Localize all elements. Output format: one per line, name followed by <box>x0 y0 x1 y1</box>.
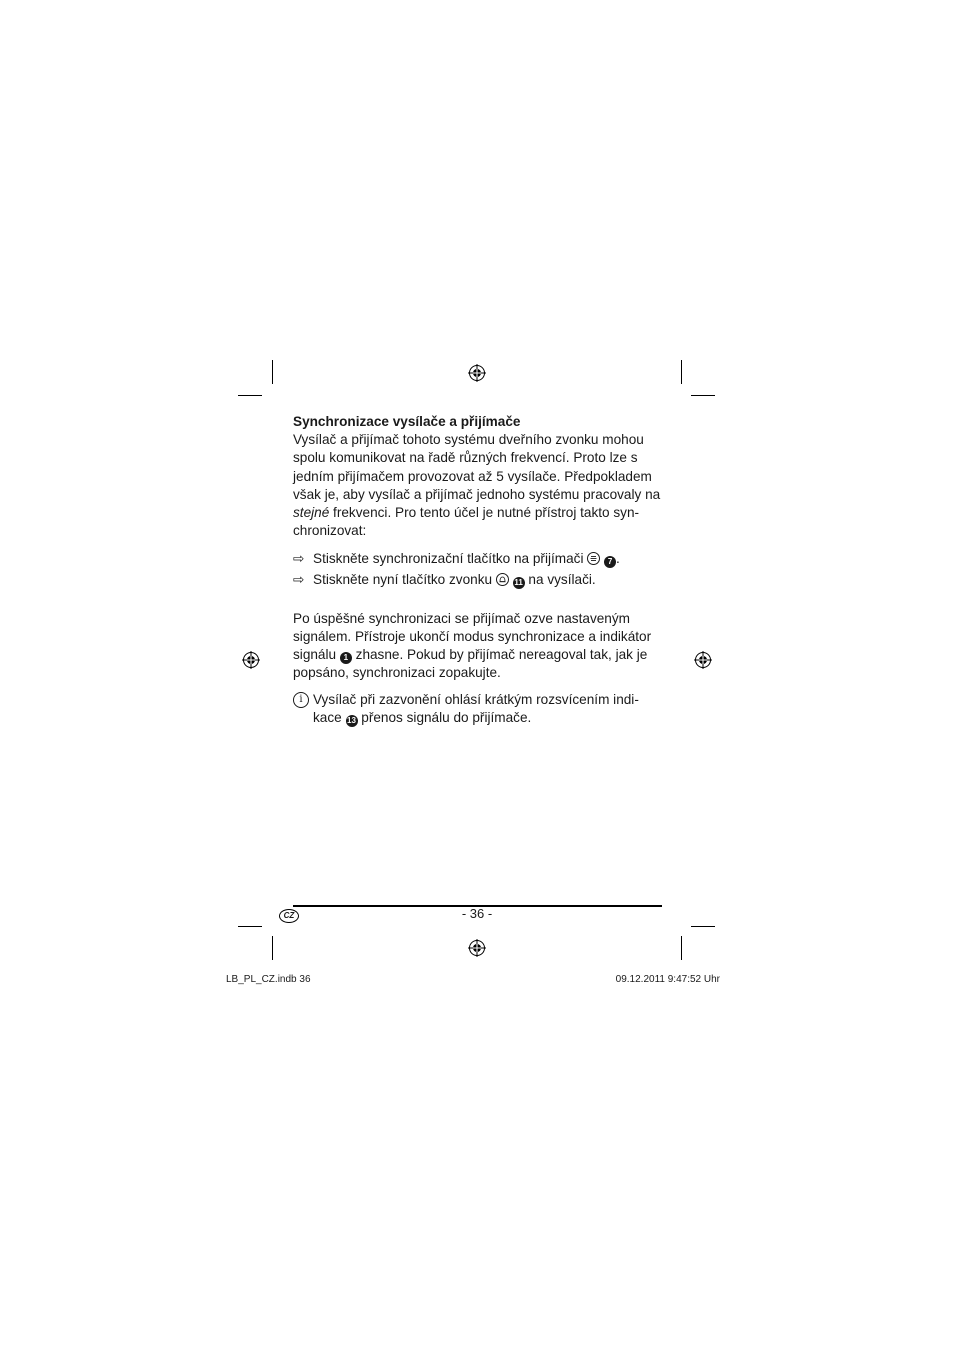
intro-text-start: Vysílač a přijímač tohoto systému dveřního zvonku mohou spolu komunikovat na řadě různých frekvencí. Proto lze s jedním přijímačem provozovat až 5 vysílače. Předpokladem však je, aby vysílač a přijímač jednoho systému pracovaly na <box>293 432 661 502</box>
arrow-icon: ⇨ <box>293 551 305 567</box>
section-heading: Synchronizace vysílače a přijímače <box>293 414 521 429</box>
crop-mark-top-left-vertical <box>272 360 273 384</box>
info-icon: i <box>293 692 309 708</box>
country-badge: CZ <box>279 909 299 923</box>
step-text: Stiskněte synchronizační tlačítko na přijímači <box>313 551 584 567</box>
callout-number-badge: 1 <box>340 652 352 664</box>
result-paragraph <box>293 610 665 683</box>
registration-mark-left-icon <box>242 651 260 669</box>
result-text-end: zhasne. Pokud by přijímač nereagoval tak, jak je popsáno, synchronizaci zopakujte. <box>293 647 648 681</box>
info-text-start: Vysílač při zazvonění ohlásí krátkým rozsvícením indi-kace <box>313 691 639 725</box>
registration-mark-right-icon <box>694 651 712 669</box>
crop-mark-bottom-left-vertical <box>272 936 273 960</box>
crop-mark-bottom-right-vertical <box>681 936 682 960</box>
step-item <box>293 550 665 568</box>
page-number: - 36 - <box>461 906 493 921</box>
registration-mark-bottom-icon <box>468 939 486 957</box>
info-note <box>293 691 665 727</box>
callout-number-badge: 13 <box>347 715 356 725</box>
slug-timestamp: 09.12.2011 9:47:52 Uhr <box>615 974 720 985</box>
arrow-icon: ⇨ <box>293 571 305 587</box>
crop-mark-bottom-left-horizontal <box>238 926 262 927</box>
intro-italic-word: stejné <box>293 505 330 521</box>
callout-number-badge: 7 <box>604 556 616 568</box>
step-suffix: . <box>616 551 620 567</box>
sync-button-symbol-icon <box>587 552 600 565</box>
intro-text-end: frekvenci. Pro tento účel je nutné přístroj takto syn-chronizovat: <box>293 505 640 539</box>
registration-mark-top-icon <box>468 364 486 382</box>
info-text-end: přenos signálu do přijímače. <box>361 709 532 725</box>
crop-mark-top-left-horizontal <box>238 395 262 396</box>
crop-mark-top-right-vertical <box>681 360 682 384</box>
result-text-start: Po úspěšné synchronizaci se přijímač ozve nastaveným signálem. Přístroje ukončí modus synchronizace a indikátor signálu <box>293 610 652 663</box>
step-item <box>293 571 665 589</box>
bell-button-symbol-icon <box>496 573 509 586</box>
slug-file-info: LB_PL_CZ.indb 36 <box>226 974 311 985</box>
intro-paragraph <box>293 431 665 540</box>
callout-number-badge: 11 <box>514 577 523 587</box>
crop-mark-bottom-right-horizontal <box>691 926 715 927</box>
main-content <box>293 413 665 727</box>
step-suffix: na vysílači. <box>528 571 596 587</box>
step-text: Stiskněte nyní tlačítko zvonku <box>313 571 493 587</box>
crop-mark-top-right-horizontal <box>691 395 715 396</box>
